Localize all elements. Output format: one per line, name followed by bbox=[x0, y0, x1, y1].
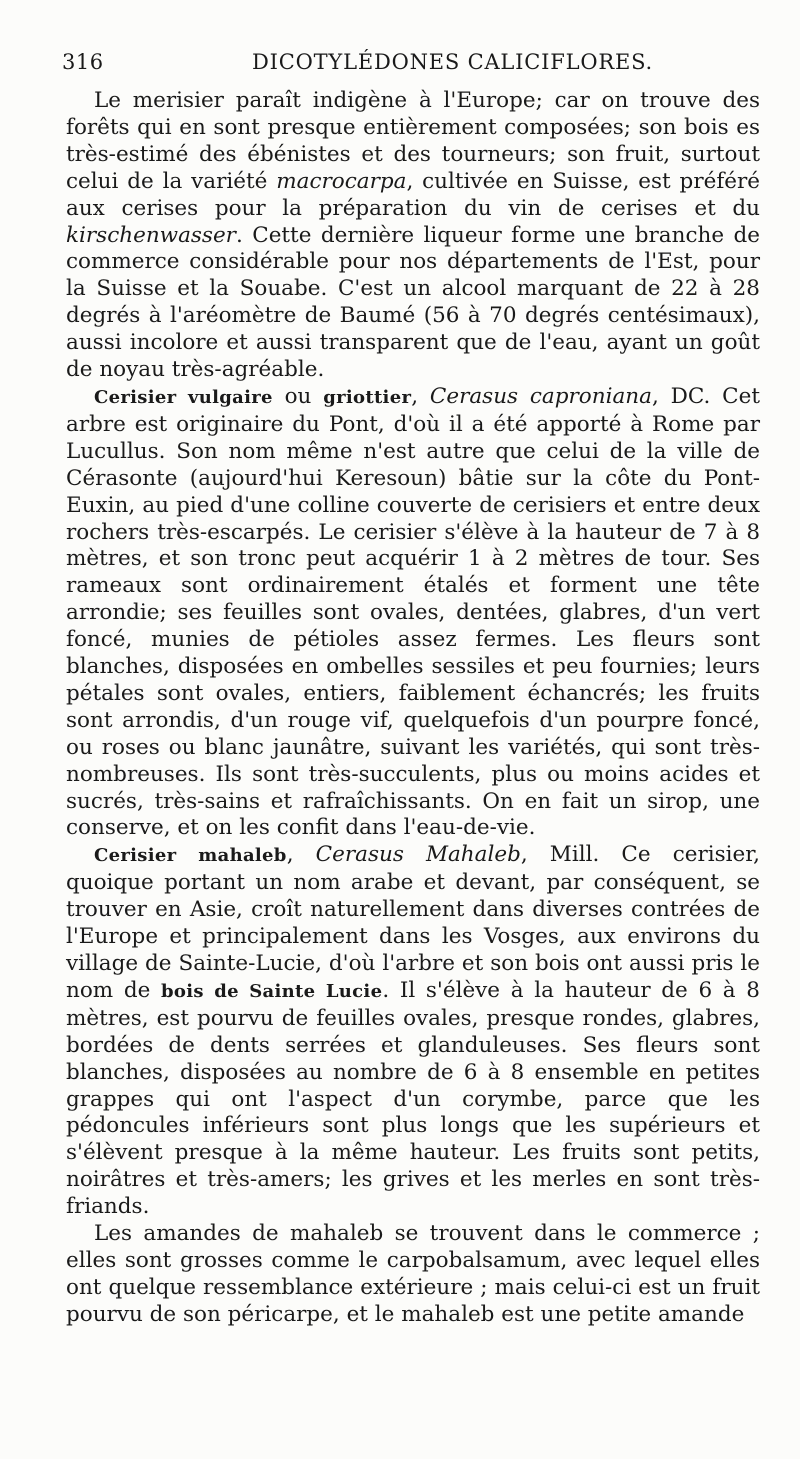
paragraph-cerisier-vulgaire bbox=[66, 384, 760, 842]
species-latin-name: Cerasus Mahaleb bbox=[315, 842, 521, 868]
italic-term: macrocarpa bbox=[276, 168, 407, 194]
text-segment: Le merisier paraît indigène à l'Europe; car on trouve des forêts qui en sont presque entièrement composées; son bois es très-estimé des ébénistes et des tourneurs; son fruit, surtout celui de la variété bbox=[66, 88, 760, 194]
species-common-name: griottier bbox=[323, 386, 412, 408]
body-text bbox=[66, 88, 760, 1329]
running-head: DICOTYLÉDONES CALICIFLORES. bbox=[252, 50, 654, 74]
page-number: 316 bbox=[62, 50, 104, 74]
species-common-name: bois de Sainte Lucie bbox=[161, 980, 383, 1002]
species-common-name: Cerisier mahaleb bbox=[94, 845, 287, 867]
text-segment: , bbox=[286, 842, 316, 868]
text-segment: ou bbox=[272, 383, 324, 409]
text-segment: . Cette dernière liqueur forme une branche de commerce considérable pour nos départements de l'Est, pour la Suisse et la Souabe. C'est un alcool marquant de 22 à 28 degrés à l'aréomètre de Baumé (56 à 70 degrés centésimaux), aussi incolore et aussi transparent que de l'eau, ayant un goût de noyau très-agréable. bbox=[66, 222, 760, 383]
text-segment: Les amandes de mahaleb se trouvent dans le commerce ; elles sont grosses comme le carpobalsamum, avec lequel elles ont quelque ressemblance extérieure ; mais celui-ci est un fruit pourvu de son péricarpe, et le mahaleb est une petite amande bbox=[66, 1221, 760, 1327]
page-header bbox=[62, 50, 762, 80]
text-segment: , cultivée en Suisse, est préféré aux cerises pour la préparation du vin de cerises et du bbox=[66, 168, 760, 221]
paragraph-amandes bbox=[66, 1221, 760, 1329]
text-segment: , bbox=[411, 383, 430, 409]
species-common-name: Cerisier vulgaire bbox=[94, 386, 273, 408]
paragraph-cerisier-mahaleb bbox=[66, 842, 760, 1221]
italic-term: kirschenwasser bbox=[66, 222, 236, 248]
text-segment: . Il s'élève à la hauteur de 6 à 8 mètres, est pourvu de feuilles ovales, presque rondes, glabres, bordées de dents serrées et glanduleuses. Ses fleurs sont blanches, disposées au nombre de 6 à 8 ensemble en petites grappes qui ont l'aspect d'un corymbe, parce que les pédoncules inférieurs sont plus longs que les supérieurs et s'élèvent presque à la même hauteur. Les fruits sont petits, noirâtres et très-amers; les grives et les merles en sont très-friands. bbox=[66, 977, 760, 1220]
paragraph-merisier bbox=[66, 88, 760, 384]
species-latin-name: Cerasus caproniana bbox=[429, 383, 652, 409]
text-segment: , DC. Cet arbre est originaire du Pont, d'où il a été apporté à Rome par Lucullus. Son nom même n'est autre que celui de la ville de Cérasonte (aujourd'hui Keresoun) bâtie sur la côte du Pont-Euxin, au pied d'une colline couverte de cerisiers et entre deux rochers très-escarpés. Le cerisier s'élève à la hauteur de 7 à 8 mètres, et son tronc peut acquérir 1 à 2 mètres de tour. Ses rameaux sont ordinairement étalés et forment une tête arrondie; ses feuilles sont ovales, dentées, glabres, d'un vert foncé, munies de pétioles assez fermes. Les fleurs sont blanches, disposées en ombelles sessiles et peu fournies; leurs pétales sont ovales, entiers, faiblement échancrés; les fruits sont arrondis, d'un rouge vif, quelquefois d'un pourpre foncé, ou roses ou blanc jaunâtre, suivant les variétés, qui sont très-nombreuses. Ils sont très-succulents, plus ou moins acides et sucrés, très-sains et rafraîchissants. On en fait un sirop, une conserve, et on les confit dans l'eau-de-vie. bbox=[66, 383, 760, 841]
text-segment: , Mill. Ce cerisier, quoique portant un nom arabe et devant, par conséquent, se trouver en Asie, croît naturellement dans diverses contrées de l'Europe et principalement dans les Vosges, aux environs du village de Sainte-Lucie, d'où l'arbre et son bois ont aussi pris le nom de bbox=[66, 842, 760, 1003]
